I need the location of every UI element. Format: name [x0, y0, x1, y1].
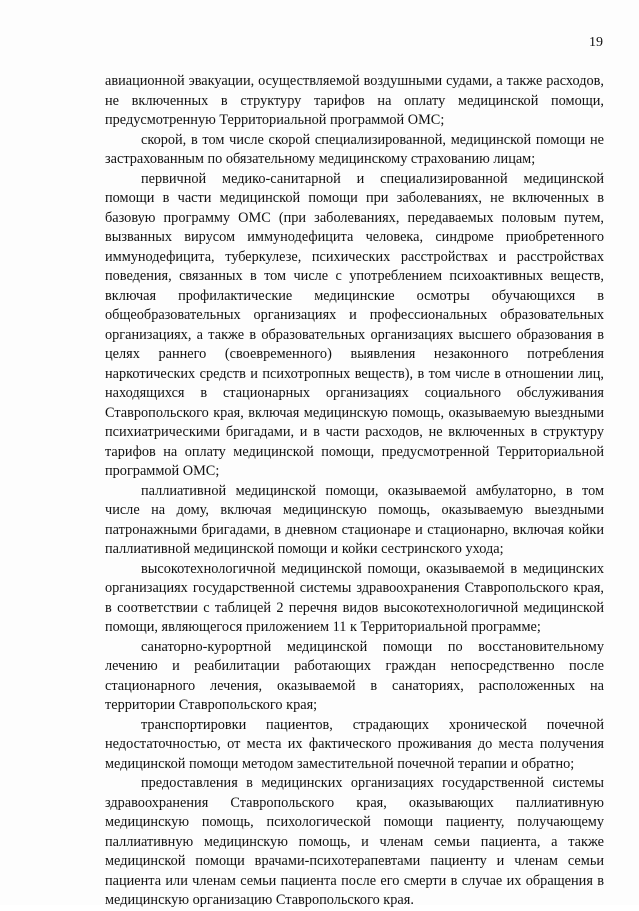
paragraph-high-tech-care: высокотехнологичной медицинской помощи, оказываемой в медицинских организациях государственной системы здравоохранения Ставропольского края, в соответствии с таблицей 2 перечня видов высокотехнологичной медицинской помощи, являющегося приложением 11 к Территориальной программе; [105, 560, 604, 635]
paragraph-psychological-help: предоставления в медицинских организациях государственной системы здравоохранения Ставропольского края, оказывающих паллиативную медицинскую помощь, психологической помощи пациенту, получающему паллиативную медицинскую помощь, и членам семьи пациента, а также медицинской помощи врачами-психотерапевтами пациенту и членам семьи пациента или членам семьи пациента после его смерти в случае их обращения в медицинскую организацию Ставропольского края. [105, 775, 604, 908]
page-number: 19 [589, 35, 603, 50]
paragraph-patient-transport: транспортировки пациентов, страдающих хронической почечной недостаточностью, от места их фактического проживания до места получения медицинской помощи методом заместительной почечной терапии и обратно; [105, 716, 604, 772]
paragraph-sanatorium-care: санаторно-курортной медицинской помощи по восстановительному лечению и реабилитации работающих граждан непосредственно после стационарного лечения, оказываемой в санаториях, расположенных на территории Ставропольского края; [105, 638, 604, 713]
paragraph-palliative-care: паллиативной медицинской помощи, оказываемой амбулаторно, в том числе на дому, включая медицинскую помощь, оказываемую выездными патронажными бригадами, в дневном стационаре и стационарно, включая койки паллиативной медицинской помощи и койки сестринского ухода; [105, 482, 604, 557]
paragraph-aviation-evacuation: авиационной эвакуации, осуществляемой воздушными судами, а также расходов, не включенных в структуру тарифов на оплату медицинской помощи, предусмотренную Территориальной программой ОМС; [105, 73, 604, 128]
paragraph-emergency-care: скорой, в том числе скорой специализированной, медицинской помощи не застрахованным по обязательному медицинскому страхованию лицам; [105, 131, 604, 167]
paragraph-primary-care: первичной медико-санитарной и специализированной медицинской помощи в части медицинской помощи при заболеваниях, не включенных в базовую программу ОМС (при заболеваниях, передаваемых половым путем, вызванных вирусом иммунодефицита человека, синдроме приобретенного иммунодефицита, туберкулезе, психических расстройствах и расстройствах поведения, связанных в том числе с употреблением психоактивных веществ, включая профилактические медицинские осмотры обучающихся в общеобразовательных организациях и профессиональных образовательных организациях, а также в образовательных организациях высшего образования в целях раннего (своевременного) выявления незаконного потребления наркотических средств и психотропных веществ), в том числе в отношении лиц, находящихся в стационарных организациях социального обслуживания Ставропольского края, включая медицинскую помощь, оказываемую выездными психиатрическими бригадами, и в части расходов, не включенных в структуру тарифов на оплату медицинской помощи, предусмотренной Территориальной программой ОМС; [105, 170, 604, 479]
body-text [105, 72, 604, 911]
